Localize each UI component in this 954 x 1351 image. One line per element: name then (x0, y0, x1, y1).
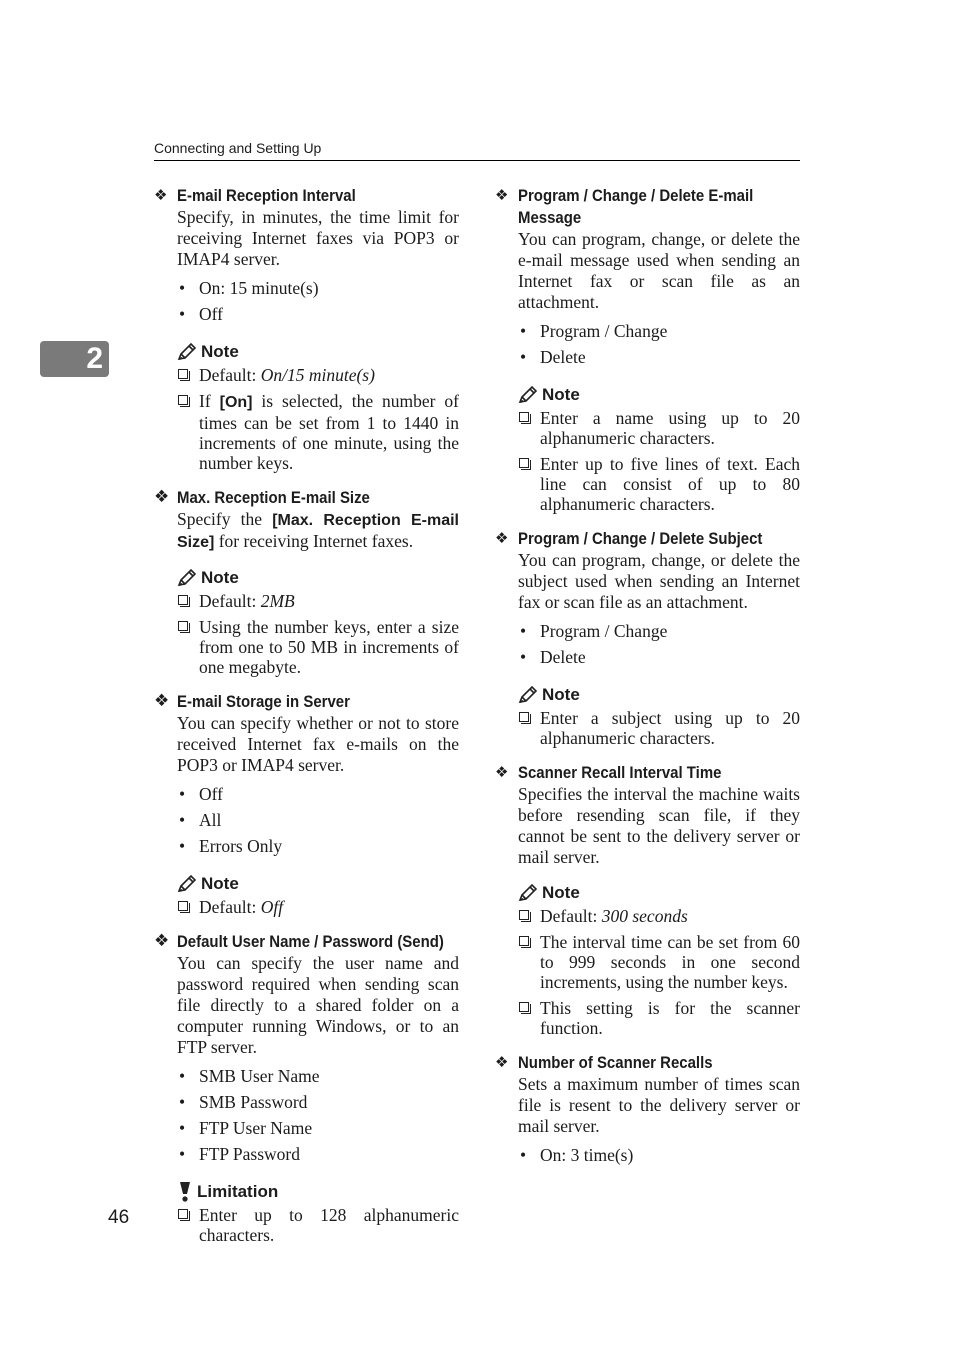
list-item: • FTP User Name (177, 1115, 459, 1141)
note-heading (518, 384, 800, 406)
note-list (177, 897, 459, 917)
list-item: • All (177, 807, 459, 833)
pencil-note-icon (518, 884, 538, 902)
option-list (518, 1142, 800, 1168)
section-body: Specifies the interval the machine waits before resending scan file, if they cannot be sent to the delivery server or mail server. (518, 784, 800, 867)
limitation-list (177, 1205, 459, 1245)
note-label: Note (542, 883, 580, 902)
note-list (518, 906, 800, 1038)
diamond-bullet-icon: ❖ (495, 763, 509, 781)
list-item: • Delete (518, 344, 800, 370)
chapter-tab: 2 (40, 341, 109, 377)
diamond-bullet-icon: ❖ (154, 487, 170, 507)
section-title: Number of Scanner Recalls (518, 1053, 713, 1072)
checkbox-bullet-icon (178, 1209, 188, 1219)
option-list (518, 618, 800, 670)
list-item: • On: 15 minute(s) (177, 275, 459, 301)
section-body: Sets a maximum number of times scan file is resent to the delivery server or mail server. (518, 1074, 800, 1136)
note-item: Using the number keys, enter a size from one to 50 MB in increments of one megabyte. (177, 617, 459, 677)
list-item: • Program / Change (518, 618, 800, 644)
list-item: • Program / Change (518, 318, 800, 344)
checkbox-bullet-icon (178, 395, 188, 405)
note-item: This setting is for the scanner function. (518, 998, 800, 1038)
pencil-note-icon (177, 875, 197, 893)
list-item: • On: 3 time(s) (518, 1142, 800, 1168)
note-heading (177, 341, 459, 363)
diamond-bullet-icon: ❖ (154, 691, 170, 711)
list-item: • Off (177, 781, 459, 807)
note-list (518, 408, 800, 514)
checkbox-bullet-icon (519, 1002, 529, 1012)
note-item: Default: 2MB (177, 591, 459, 611)
option-list (177, 275, 459, 327)
section-body: You can program, change, or delete the subject used when sending an Internet fax or scan file as an attachment. (518, 550, 800, 612)
list-item: • FTP Password (177, 1141, 459, 1167)
list-item: • SMB Password (177, 1089, 459, 1115)
section-title: E-mail Reception Interval (177, 186, 356, 205)
section-title: Program / Change / Delete Subject (518, 529, 763, 548)
header-title: Connecting and Setting Up (154, 140, 322, 156)
diamond-bullet-icon: ❖ (495, 1053, 509, 1071)
note-list (518, 708, 800, 748)
checkbox-bullet-icon (519, 936, 529, 946)
page-number: 46 (108, 1207, 130, 1228)
pencil-note-icon (177, 343, 197, 361)
limitation-label: Limitation (197, 1182, 279, 1201)
checkbox-bullet-icon (178, 621, 188, 631)
note-item: Enter up to five lines of text. Each line can consist of up to 80 alphanumeric characters. (518, 454, 800, 514)
checkbox-bullet-icon (519, 458, 529, 468)
checkbox-bullet-icon (178, 595, 188, 605)
note-label: Note (542, 385, 580, 404)
option-list (177, 1063, 459, 1167)
pencil-note-icon (518, 686, 538, 704)
note-item: The interval time can be set from 60 to 999 seconds in one second increments, using the number keys. (518, 932, 800, 992)
section-scanner-recall-interval (495, 762, 800, 1038)
section-program-email-message (495, 185, 800, 514)
note-item: Default: 300 seconds (518, 906, 800, 926)
section-body: You can program, change, or delete the e-mail message used when sending an Internet fax or scan file as an attachment. (518, 229, 800, 312)
note-label: Note (542, 685, 580, 704)
limitation-heading (177, 1181, 459, 1203)
diamond-bullet-icon: ❖ (154, 931, 170, 951)
note-heading (177, 567, 459, 589)
pencil-note-icon (518, 386, 538, 404)
note-list (177, 591, 459, 677)
checkbox-bullet-icon (178, 901, 188, 911)
note-label: Note (201, 568, 239, 587)
checkbox-bullet-icon (519, 712, 529, 722)
note-heading (177, 873, 459, 895)
section-program-subject (495, 528, 800, 748)
section-title: E-mail Storage in Server (177, 692, 350, 711)
note-label: Note (201, 874, 239, 893)
section-body: Specify, in minutes, the time limit for receiving Internet faxes via POP3 or IMAP4 server. (177, 207, 459, 269)
exclamation-limitation-icon (177, 1181, 193, 1203)
list-item: • Off (177, 301, 459, 327)
note-item: Default: Off (177, 897, 459, 917)
pencil-note-icon (177, 569, 197, 587)
note-heading (518, 684, 800, 706)
section-title: Max. Reception E-mail Size (177, 488, 370, 507)
note-heading (518, 882, 800, 904)
note-item: If [On] is selected, the number of times can be set from 1 to 1440 in increments of one minute, using the number keys. (177, 391, 459, 473)
checkbox-bullet-icon (519, 910, 529, 920)
note-item: Default: On/15 minute(s) (177, 365, 459, 385)
note-list (177, 365, 459, 473)
section-number-of-scanner-recalls (495, 1052, 800, 1168)
section-email-storage-in-server (154, 691, 459, 917)
section-title: Default User Name / Password (Send) (177, 932, 444, 951)
list-item: • SMB User Name (177, 1063, 459, 1089)
diamond-bullet-icon: ❖ (154, 186, 168, 204)
list-item: • Delete (518, 644, 800, 670)
section-body: You can specify the user name and password required when sending scan file directly to a shared folder on a computer running Windows, or to an FTP server. (177, 953, 459, 1057)
left-column (154, 185, 459, 1245)
note-item: Enter a name using up to 20 alphanumeric characters. (518, 408, 800, 448)
note-label: Note (201, 342, 239, 361)
right-column (495, 185, 800, 1168)
section-default-user-name-password (154, 931, 459, 1245)
section-body: Specify the [Max. Reception E-mail Size] for receiving Internet faxes. (177, 509, 459, 551)
checkbox-bullet-icon (178, 369, 188, 379)
option-list (177, 781, 459, 859)
section-body: You can specify whether or not to store received Internet fax e-mails on the POP3 or IMAP4 server. (177, 713, 459, 775)
running-header (154, 138, 800, 161)
list-item: • Errors Only (177, 833, 459, 859)
section-title: Scanner Recall Interval Time (518, 763, 722, 782)
note-item: Enter a subject using up to 20 alphanumeric characters. (518, 708, 800, 748)
section-max-reception-email-size (154, 487, 459, 677)
diamond-bullet-icon: ❖ (495, 186, 509, 204)
section-title: Program / Change / Delete E-mail Message (518, 186, 754, 227)
diamond-bullet-icon: ❖ (495, 529, 509, 547)
limitation-item: Enter up to 128 alphanumeric characters. (177, 1205, 459, 1245)
checkbox-bullet-icon (519, 412, 529, 422)
section-email-reception-interval (154, 185, 459, 473)
option-list (518, 318, 800, 370)
